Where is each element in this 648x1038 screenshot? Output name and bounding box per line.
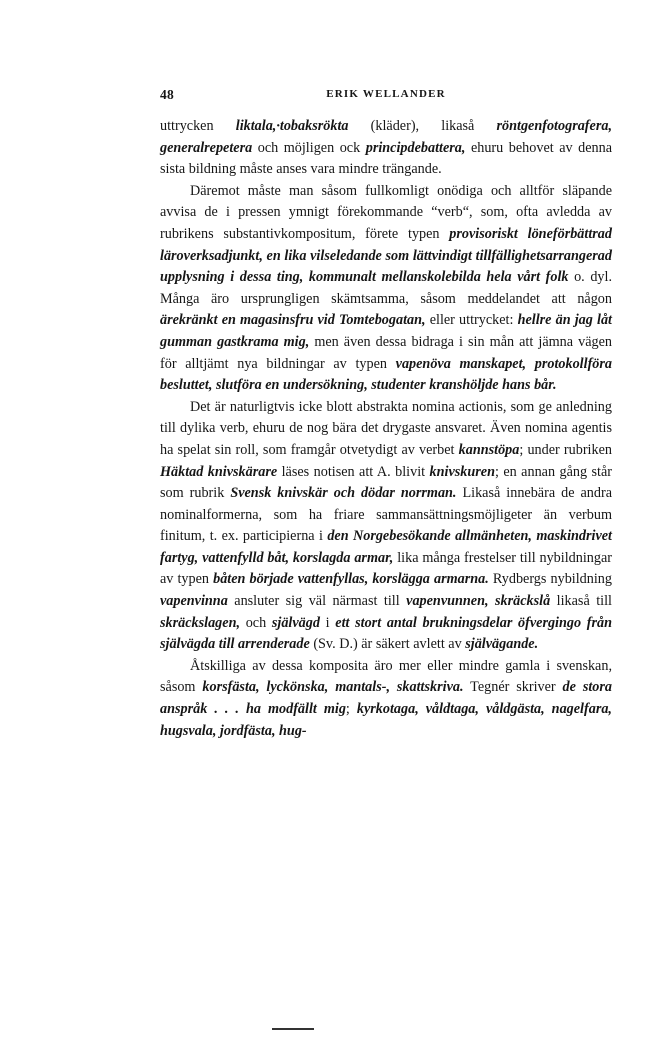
italic-phrase: den Norgebesökande allmänheten, maskindrivet fartyg, vattenfylld båt, korslagda armar,: [160, 528, 613, 566]
text-run: läses notisen att A. blivit: [277, 463, 430, 480]
italic-phrase: vapenöva manskapet, protokollföra besluttet, slutföra en undersökning, studenter kranshöljde hans bår.: [160, 355, 613, 394]
text-run: likaså till: [550, 593, 612, 610]
italic-phrase: ärekränkt en magasinsfru vid Tomtebogatan,: [160, 312, 426, 329]
italic-phrase: vapenvinna: [160, 593, 228, 610]
italic-phrase: kannstöpa: [458, 441, 520, 458]
paragraph: [160, 397, 612, 656]
text-run: (kläder), likaså: [348, 118, 497, 134]
text-run: Rydbergs nybildning: [488, 571, 612, 588]
paragraph: [160, 656, 612, 742]
text-run: Det är naturligtvis icke blott abstrakta nomina actionis, som ge anledning till dylika verb, ehuru de nog bära det drygaste ansvaret. Även nomina agentis ha spelat sin roll, som framgår otvetydigt av verbet: [160, 398, 612, 458]
paragraph: [160, 181, 612, 397]
footer-rule: [272, 1028, 314, 1030]
italic-phrase: liktala,·tobaksrökta: [235, 118, 349, 134]
text-run: ; under rubriken: [519, 441, 612, 458]
italic-phrase: Svensk knivskär och dödar norrman.: [230, 485, 457, 502]
italic-phrase: självägd: [271, 614, 320, 631]
running-head-author: ERIK WELLANDER: [326, 88, 446, 100]
italic-phrase: korsfästa, lyckönska, mantals-, skattskriva.: [202, 679, 464, 696]
text-run: lika många frestelser till nybildningar av typen: [160, 549, 612, 588]
text-run: i: [319, 614, 336, 631]
text-run: Åtskilliga av dessa komposita äro mer eller mindre gamla i svenskan, såsom: [160, 657, 612, 696]
text-run: och möjligen ock: [252, 139, 366, 156]
italic-phrase: skräckslagen,: [160, 614, 241, 631]
italic-phrase: vapenvunnen, skräckslå: [406, 593, 551, 610]
italic-phrase: hellre än jag låt gumman gastkrama mig,: [160, 312, 612, 350]
text-run: o. dyl. Många äro ursprungligen skämtsamma, såsom meddelandet att någon: [160, 269, 612, 307]
italic-phrase: kyrkotaga, våldtaga, våldgästa, nagelfara, hugsvala, jordfästa, hug-: [160, 701, 612, 739]
italic-phrase: självägande.: [465, 636, 539, 653]
italic-phrase: båten började vattenfyllas, korslägga armarna.: [213, 571, 489, 588]
text-run: eller uttrycket:: [425, 312, 518, 329]
text-run: uttrycken: [160, 118, 236, 134]
text-run: Däremot måste man såsom fullkomligt onödiga och alltför släpande avvisa de i pressen ymnigt förekommande “verb“, som, ofta avledda av rubrikens substantivkompositum, förete typen: [160, 182, 612, 242]
text-run: ehuru behovet av denna sista bildning måste anses vara mindre trängande.: [160, 139, 612, 178]
text-run: Likaså innebära de andra nominalformerna, som ha friare sammansättningsmöjligeter än verbum finitum, t. ex. participierna i: [160, 485, 612, 545]
italic-phrase: provisoriskt löneförbättrad läroverksadjunkt, en lika vilseledande som lättvindigt tillfällighetsarrangerad upplysning i dessa ting, kommunalt mellanskolebilda hela vårt folk: [160, 225, 612, 286]
italic-phrase: de stora anspråk . . . ha modfällt mig: [160, 679, 613, 718]
text-run: ;: [345, 701, 357, 718]
italic-phrase: röntgenfotografera, generalrepetera: [160, 118, 612, 156]
text-run: och: [240, 614, 272, 631]
page-number: 48: [160, 87, 174, 102]
italic-phrase: principdebattera,: [365, 139, 466, 156]
body-text: [160, 116, 612, 742]
text-run: Tegnér skriver: [463, 679, 563, 696]
text-run: men även dessa bidraga i sin mån att jämna vägen för alltjämt nya bildningar av typen: [160, 333, 612, 372]
italic-phrase: Häktad knivskärare: [160, 463, 278, 480]
text-run: (Sv. D.) är säkert avlett av: [309, 636, 466, 653]
running-header: [160, 87, 612, 105]
text-run: ansluter sig väl närmast till: [227, 593, 407, 610]
paragraph: [160, 116, 612, 181]
italic-phrase: knivskuren: [429, 463, 495, 480]
text-run: ; en annan gång står som rubrik: [160, 463, 613, 502]
italic-phrase: ett stort antal brukningsdelar öfvergingo från självägda till arrenderade: [160, 614, 612, 653]
